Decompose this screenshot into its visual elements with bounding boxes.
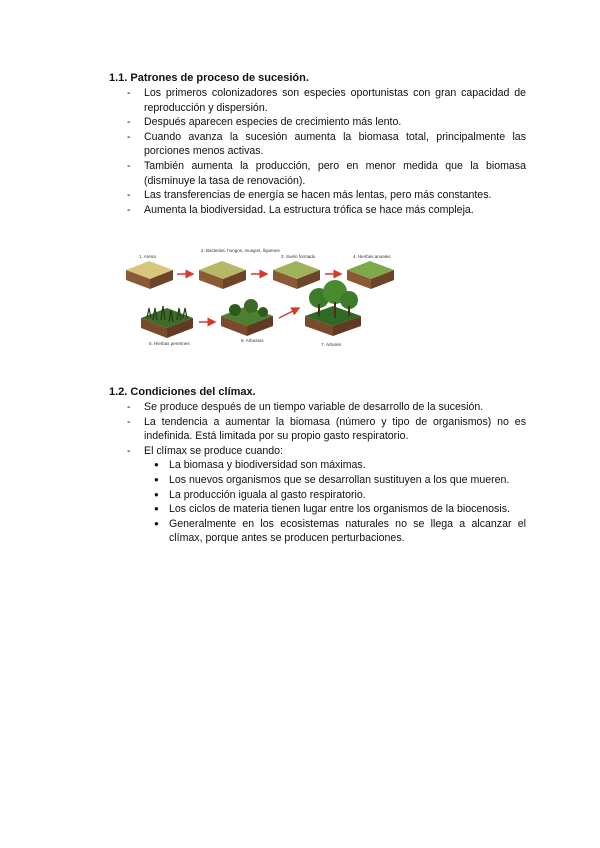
list-item: - Aumenta la biodiversidad. La estructura trófica se hace más compleja. — [127, 203, 526, 218]
stage-label-3: 3. Suelo formado — [281, 254, 316, 259]
list-climax — [127, 400, 526, 546]
list-item: - Las transferencias de energía se hacen más lentas, pero más constantes. — [127, 188, 526, 203]
stage-block-6 — [221, 299, 273, 343]
list-item: - Se produce después de un tiempo variable de desarrollo de la sucesión. — [127, 400, 526, 415]
stage-label-2: 2. Bacterias, hongos, musgos, líquenes — [201, 248, 280, 253]
sublist-item: ● La producción iguala al gasto respiratorio. — [154, 488, 526, 503]
list-item: - Cuando avanza la sucesión aumenta la biomasa total, principalmente las porciones menos activas. — [127, 130, 526, 159]
stage-block-1 — [126, 254, 173, 289]
stage-block-4 — [347, 254, 394, 289]
stage-label-7: 7. Árboles — [321, 342, 342, 347]
stage-label-6: 6. Arbustos — [241, 338, 264, 343]
stage-label-4: 4. Hierbas anuales — [353, 254, 391, 259]
succession-diagram — [121, 244, 401, 348]
sublist-item: ● La biomasa y biodiversidad son máximas. — [154, 458, 526, 473]
sublist-item: ● Generalmente en los ecosistemas naturales no se llega a alcanzar el clímax, porque antes se producen perturbaciones. — [154, 517, 526, 546]
stage-label-5: 5. Hierbas perennes — [149, 341, 190, 346]
section-heading-climax: 1.2. Condiciones del clímax. — [109, 386, 256, 398]
list-item — [127, 444, 526, 546]
list-item-text: El clímax se produce cuando: — [144, 444, 283, 457]
list-item: - La tendencia a aumentar la biomasa (número y tipo de organismos) no es indefinida. Está limitada por su propio gasto respiratorio. — [127, 415, 526, 444]
sublist-item: ● Los nuevos organismos que se desarrollan sustituyen a los que mueren. — [154, 473, 526, 488]
sublist-climax-conditions — [144, 458, 526, 546]
arrow-icon — [279, 308, 299, 318]
stage-block-7 — [305, 280, 361, 347]
section-heading-patrones: 1.1. Patrones de proceso de sucesión. — [109, 72, 309, 84]
list-patrones — [127, 86, 526, 217]
stage-label-1: 1. Arena — [139, 254, 156, 259]
sublist-item: ● Los ciclos de materia tienen lugar entre los organismos de la biocenosis. — [154, 502, 526, 517]
stage-block-3 — [273, 254, 320, 289]
list-item: - Después aparecen especies de crecimiento más lento. — [127, 115, 526, 130]
stage-block-5 — [141, 306, 193, 346]
list-item: - Los primeros colonizadores son especies oportunistas con gran capacidad de reproducción y dispersión. — [127, 86, 526, 115]
stage-block-2 — [199, 248, 281, 289]
list-item: - También aumenta la producción, pero en menor medida que la biomasa (disminuye la tasa de renovación). — [127, 159, 526, 188]
